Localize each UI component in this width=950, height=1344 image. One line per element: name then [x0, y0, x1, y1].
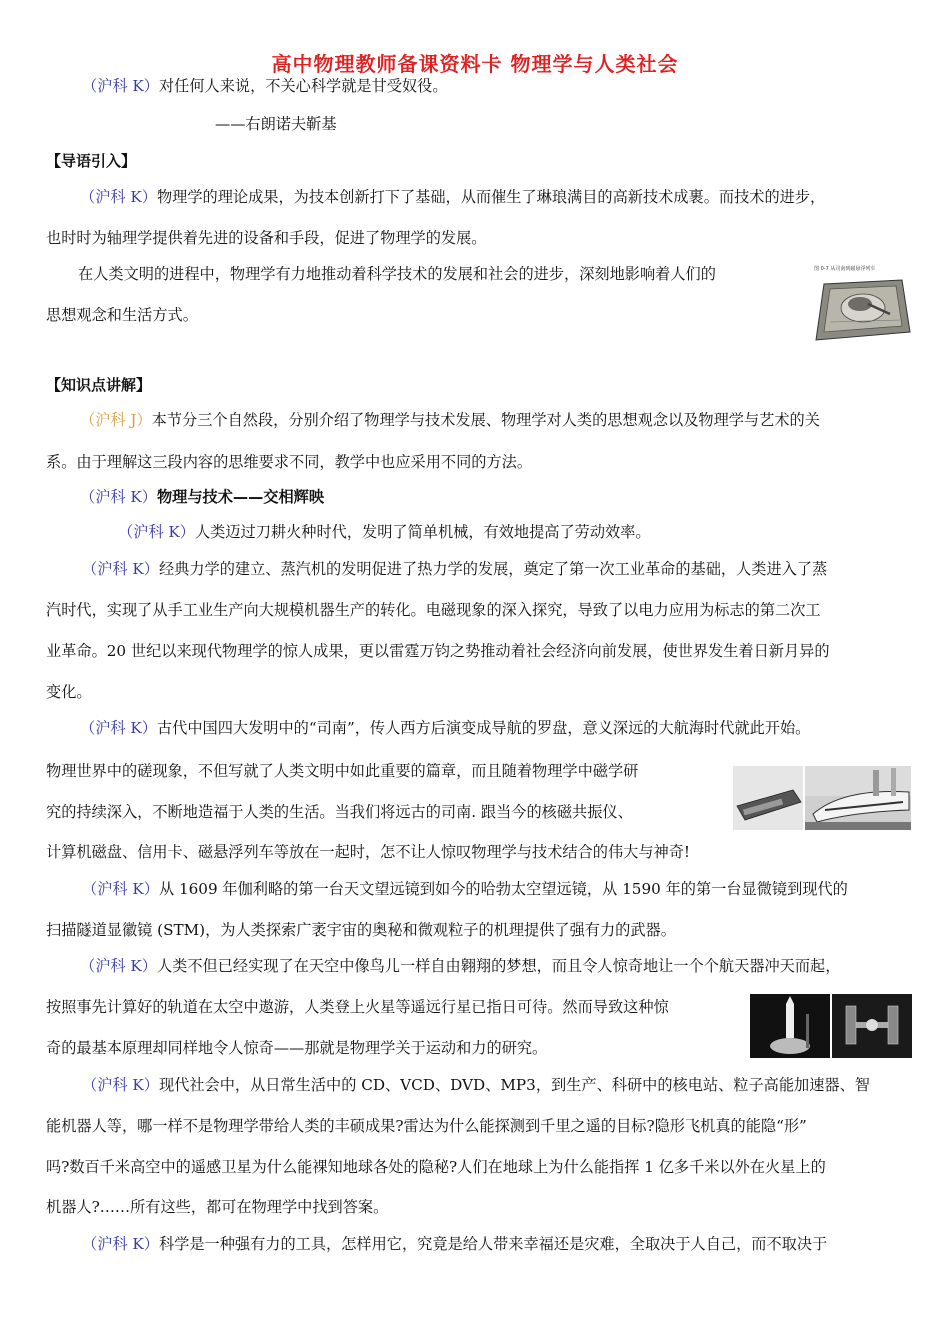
section-heading-intro: 【导语引入】	[46, 152, 137, 170]
spacecraft-figure	[750, 994, 912, 1058]
paragraph-line: 能机器人等，哪一样不是物理学带给人类的丰硕成果?雷达为什么能探测到千里之遥的目标?隐形飞机真的能隐“形”	[46, 1117, 807, 1135]
paragraph-line: 变化。	[46, 683, 92, 701]
paragraph-line: （沪科 K）物理学的理论成果，为技本创新打下了基础，从而催生了琳琅满目的高新技术成裹。而技术的进步，	[80, 188, 826, 206]
paragraph-line: 究的持续深入，不断地造福于人类的生活。当我们将远古的司南. 跟当今的核磁共振仪、	[46, 803, 633, 821]
paragraph-line: 物理世界中的磋现象，不但写就了人类文明中如此重要的篇章，而且随着物理学中磁学研	[46, 762, 639, 780]
paragraph-line: 系。由于理解这三段内容的思维要求不同，教学中也应采用不同的方法。	[46, 453, 532, 471]
source-tag: （沪科 K）	[80, 719, 157, 737]
paragraph-line: 在人类文明的进程中，物理学有力地推动着科学技术的发展和社会的进步，深刻地影响着人们的	[78, 265, 716, 283]
quote-author: ——右朗诺夫靳基	[215, 115, 337, 133]
source-tag: （沪科 K）	[82, 1235, 159, 1253]
quote-text: 对任何人来说，不关心科学就是甘受奴役。	[158, 77, 448, 95]
paragraph-line: （沪科 K）现代社会中，从日常生活中的 CD、VCD、DVD、MP3，到生产、科研中的核电站、粒子高能加速器、智	[82, 1076, 870, 1094]
source-tag: （沪科 K）	[82, 880, 159, 898]
paragraph-line: （沪科 K）科学是一种强有力的工具，怎样用它，究竟是给人带来幸福还是灾难，全取决于人自己，而不取决于	[82, 1235, 828, 1253]
paragraph-line: （沪科 K）古代中国四大发明中的“司南”，传人西方后演变成导航的罗盘，意义深远的大航海时代就此开始。	[80, 719, 811, 737]
paragraph-line: 汽时代，实现了从手工业生产向大规模机器生产的转化。电磁现象的深入探究，导致了以电力应用为标志的第二次工	[46, 601, 821, 619]
paragraph-line: 计算机磁盘、信用卡、磁悬浮列车等放在一起时，怎不让人惊叹物理学与技术结合的伟大与神奇!	[46, 843, 690, 861]
source-tag: （沪科 K）	[118, 523, 195, 541]
sub-heading: 物理与技术——交相辉映	[156, 488, 324, 506]
paragraph-line: （沪科 K）人类不但已经实现了在天空中像鸟儿一样自由翱翔的梦想，而且令人惊奇地让一个个航天器冲天而起，	[80, 957, 841, 975]
source-tag: （沪科 K）	[80, 957, 157, 975]
section-heading-knowledge: 【知识点讲解】	[46, 376, 152, 394]
compass-figure	[810, 262, 912, 344]
paragraph-line: 也时时为轴理学提供着先进的设备和手段，促进了物理学的发展。	[46, 229, 487, 247]
paragraph-line: 机器人?……所有这些，都可在物理学中找到答案。	[46, 1198, 389, 1216]
paragraph-line: （沪科 K）从 1609 年伽利略的第一台天文望远镜到如今的哈勃太空望远镜，从 1590 年的第一台显微镜到现代的	[82, 880, 848, 898]
source-tag: （沪科 K）	[82, 1076, 159, 1094]
paragraph-line: 扫描隧道显徽镜 (STM)，为人类探索广袤宇宙的奥秘和微观粒子的机理提供了强有力的武器。	[46, 921, 676, 939]
sub-heading-line	[80, 487, 324, 507]
document-title: 高中物理教师备课资料卡 物理学与人类社会	[271, 52, 679, 76]
paragraph-line: 按照事先计算好的轨道在太空中遨游，人类登上火星等遥远行星已指日可待。然而导致这种惊	[46, 998, 669, 1016]
maglev-figure	[733, 766, 911, 830]
paragraph-line: （沪科 K）经典力学的建立、蒸汽机的发明促进了热力学的发展，奠定了第一次工业革命的基础，人类进入了蒸	[82, 560, 828, 578]
paragraph-line: 吗?数百千米高空中的遥感卫星为什么能裸知地球各处的隐秘?人们在地球上为什么能指挥 1 亿多千米以外在火星上的	[46, 1158, 826, 1176]
source-tag: （沪科 J）	[80, 411, 152, 429]
paragraph-line: （沪科 K）人类迈过刀耕火种时代，发明了简单机械，有效地提高了劳动效率。	[118, 523, 651, 541]
source-tag: （沪科 K）	[80, 188, 157, 206]
source-tag: （沪科 K）	[82, 560, 159, 578]
source-tag: （沪科 K）	[80, 488, 157, 506]
figure-caption: 图 0-7 从司南到磁悬浮列车	[814, 266, 876, 272]
quote-line	[82, 76, 448, 96]
paragraph-line: 业革命。20 世纪以来现代物理学的惊人成果，更以雷霆万钧之势推动着社会经济向前发展，使世界发生着日新月异的	[46, 642, 830, 660]
source-tag: （沪科 K）	[82, 77, 159, 95]
paragraph-line: 奇的最基本原理却同样地令人惊奇——那就是物理学关于运动和力的研究。	[46, 1039, 548, 1057]
paragraph-line: 思想观念和生活方式。	[46, 306, 198, 324]
paragraph-line: （沪科 J）本节分三个自然段，分别介绍了物理学与技术发展、物理学对人类的思想观念以及物理学与艺术的关	[80, 411, 820, 429]
